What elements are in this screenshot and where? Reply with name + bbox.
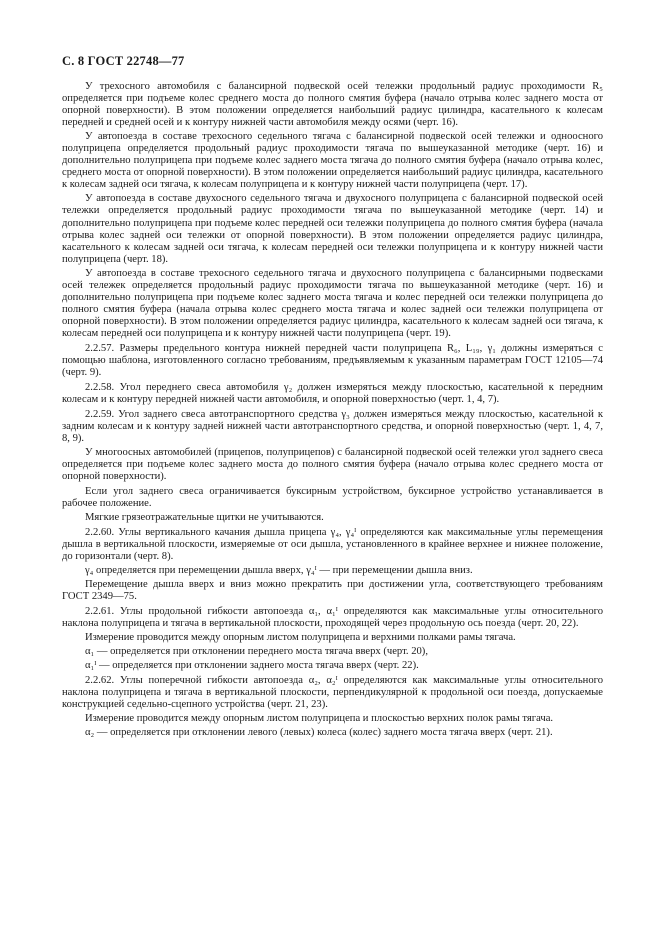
clause-2-2-62: 2.2.62. Углы поперечной гибкости автопоезда α₂, α₂ᴵ определяются как максимальные углы относительного наклона полуприцепа и тягача в вертикальной плоскости, перпендикулярной к продольной оси поезда, допускаемые конструкцией седельно-сцепного устройства (черт. 21, 23). xyxy=(62,675,603,711)
document-page xyxy=(62,54,603,739)
clause-2-2-61: 2.2.61. Углы продольной гибкости автопоезда α₁, α₁ᴵ определяются как максимальные углы относительного наклона полуприцепа и тягача в вертикальной плоскости, проходящей через продольную ось поезда (черт. 20, 22). xyxy=(62,605,603,629)
paragraph-measure-1: Измерение проводится между опорным листом полуприцепа и верхними полками рамы тягача. xyxy=(85,632,516,644)
clause-2-2-58: 2.2.58. Угол переднего свеса автомобиля γ₂ должен измеряться между плоскостью, касательной к передним колесам и к контуру передней нижней части автомобиля, и опорной поверхностью (черт. 1, 4, 7). xyxy=(62,382,603,406)
paragraph-towing: Если угол заднего свеса ограничивается буксирным устройством, буксирное устройство устанавливается в рабочее положение. xyxy=(62,485,603,509)
clause-2-2-60: 2.2.60. Углы вертикального качания дышла прицепа γ₄, γ₄ᴵ определяются как максимальные углы перемещения дышла в вертикальной плоскости, измеряемые от оси дышла, установленного в крайнее верхнее и нижнее положение, до горизонтали (черт. 8). xyxy=(62,526,603,562)
paragraph-alpha1: α₁ — определяется при отклонении переднего моста тягача вверх (черт. 20), xyxy=(85,646,428,658)
paragraph-alpha2: α₂ — определяется при отклонении левого (левых) колеса (колес) заднего моста тягача вверх (черт. 21). xyxy=(85,727,553,739)
paragraph-mudflaps: Мягкие грязеотражательные щитки не учитываются. xyxy=(85,511,324,523)
paragraph-multiaxle: У многоосных автомобилей (прицепов, полуприцепов) с балансирной подвеской осей тележки угол заднего свеса определяется при подъеме колес заднего моста до полного смятия буфера (начало отрыва колес среднего моста от опорной поверхности). xyxy=(62,447,603,483)
page-header: С. 8 ГОСТ 22748—77 xyxy=(62,54,185,68)
paragraph-4: У автопоезда в составе трехосного седельного тягача и двухосного полуприцепа с балансирными подвесками осей тележек определяется продольный радиус проходимости тягача по вышеуказанной методике (черт. 16) и дополнительно полуприцепа при подъеме колес заднего моста тягача и колес передней оси тележки полуприцепа до полного смятия буфера (начала отрыва колес среднего моста тягача и колес задней оси тележки полуприцепа от опорной поверхности). В этом положении определяется радиус цилиндра, касательного к колесам задней оси тягача, к колесам передней оси полуприцепа и к контуру нижней части полуприцепа (черт. 19). xyxy=(62,267,603,339)
paragraph-measure-2: Измерение проводится между опорным листом полуприцепа и плоскостью верхних полок рамы тягача. xyxy=(85,713,554,725)
paragraph-2: У автопоезда в составе трехосного седельного тягача с балансирной подвеской осей тележки и одноосного полуприцепа определяется продольный радиус проходимости тягача по вышеуказанной методике (черт. 16) и дополнительно полуприцепа при подъеме колес заднего моста тягача до полного смятия буфера (начало отрыва колес, среднего моста от опорной поверхности). В этом положении определяется наибольший радиус цилиндра, касательного к колесам задней оси тягача, к колесам полуприцепа и к контуру нижней части полуприцепа (черт. 17). xyxy=(62,131,603,191)
paragraph-alpha1-prime: α₁ᴵ — определяется при отклонении заднего моста тягача вверх (черт. 22). xyxy=(85,660,419,672)
paragraph-gamma4: γ₄ определяется при перемещении дышла вверх, γ₄ᴵ — при перемещении дышла вниз. xyxy=(85,564,473,576)
paragraph-drawbar-stop: Перемещение дышла вверх и вниз можно прекратить при достижении угла, соответствующего требованиям ГОСТ 2349—75. xyxy=(62,578,603,602)
paragraph-3: У автопоезда в составе двухосного седельного тягача и двухосного полуприцепа с балансирной подвеской осей тележки определяется продольный радиус проходимости тягача по вышеуказанной методике (черт. 14) и дополнительно полуприцепа при подъеме колес передней оси тележки полуприцепа до полного смятия буфера (начала отрыва колес задней оси тележки от опорной поверхности). В этом положении определяется радиус цилиндра, касательного к колесам задней оси тягача, к колесам передней оси тележки полуприцепа и к контуру нижней части полуприцепа (черт. 18). xyxy=(62,193,603,265)
clause-2-2-57: 2.2.57. Размеры предельного контура нижней передней части полуприцепа R₆, L₁₉, γ₁ должны измеряться с помощью шаблона, изготовленного согласно требованиям, предъявляемым к указанным параметрам ГОСТ 12105—74 (черт. 9). xyxy=(62,342,603,379)
clause-2-2-59: 2.2.59. Угол заднего свеса автотранспортного средства γ₃ должен измеряться между плоскостью, касательной к задним колесам и к контуру задней нижней части автотранспортного средства, и опорной поверхностью (черт. 1, 4, 7, 8, 9). xyxy=(62,409,603,445)
paragraph-1: У трехосного автомобиля с балансирной подвеской осей тележки продольный радиус проходимости R₅ определяется при подъеме колес среднего моста до полного смятия буфера (начало отрыва колес заднего моста от опорной поверхности). В этом положении определяется наибольший радиус цилиндра, касательного к колесам передней и средней осей и к контуру нижней части автомобиля между осями (черт. 16). xyxy=(62,81,603,129)
